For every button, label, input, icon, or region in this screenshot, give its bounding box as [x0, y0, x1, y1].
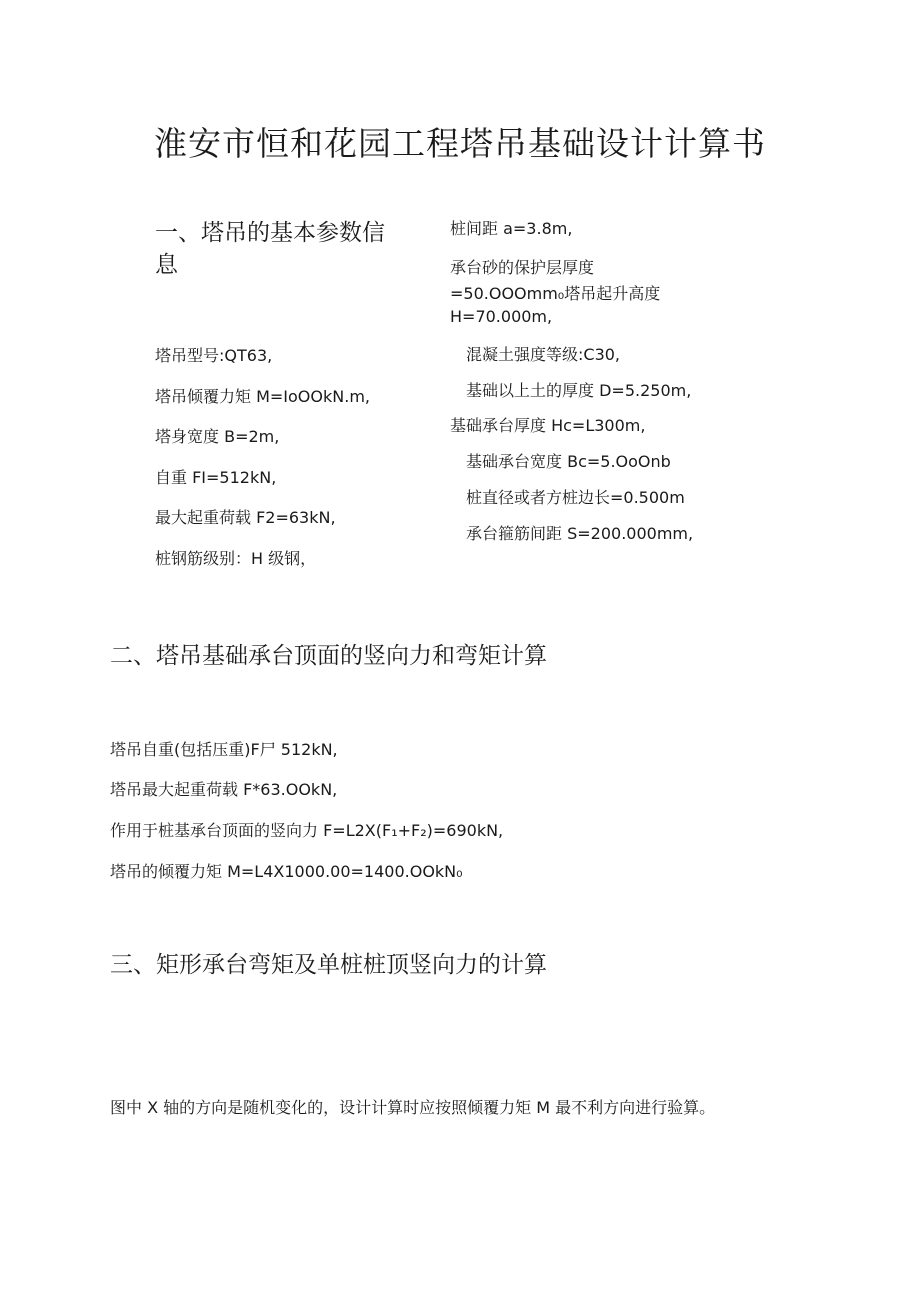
section1-heading-line1: 一、塔吊的基本参数信: [155, 220, 385, 246]
param-cover-value: =50.OOOmm₀塔吊起升高度: [450, 284, 661, 303]
calc-line-max-load: 塔吊最大起重荷载 F*63.OOkN,: [110, 780, 338, 799]
param-pile-diameter: 桩直径或者方桩边长=0.500m: [466, 488, 685, 507]
calc-line-self-weight: 塔吊自重(包括压重)F尸 512kN,: [110, 740, 338, 759]
param-stirrup-spacing: 承台箍筋间距 S=200.000mm,: [466, 524, 694, 543]
param-rebar-grade: 桩钢筋级别：H 级钢，: [155, 549, 317, 568]
param-soil-thickness: 基础以上土的厚度 D=5.250m,: [466, 381, 692, 400]
param-cover-label: 承台砂的保护层厚度: [450, 258, 595, 277]
calc-line-overturning-moment: 塔吊的倾覆力矩 M=L4X1000.00=1400.OOkN₀: [110, 862, 463, 881]
param-crane-model: 塔吊型号:QT63,: [155, 346, 273, 365]
section3-heading: 三、矩形承台弯矩及单桩桩顶竖向力的计算: [110, 952, 547, 978]
param-cap-thickness: 基础承台厚度 Hc=L300m,: [450, 416, 646, 435]
section1-heading-line2: 息: [155, 252, 178, 278]
calc-line-vertical-force: 作用于桩基承台顶面的竖向力 F=L2X(F₁+F₂)=690kN,: [110, 821, 504, 840]
section3-note: 图中 X 轴的方向是随机变化的，设计计算时应按照倾覆力矩 M 最不利方向进行验算。: [110, 1098, 716, 1117]
param-lift-height: H=70.000m,: [450, 307, 553, 326]
param-cap-width: 基础承台宽度 Bc=5.OoOnb: [466, 452, 671, 471]
param-self-weight: 自重 FI=512kN,: [155, 468, 277, 487]
param-concrete-grade: 混凝土强度等级:C30,: [466, 345, 621, 364]
param-overturning-moment: 塔吊倾覆力矩 M=IoOOkN.m,: [155, 387, 370, 406]
param-tower-width: 塔身宽度 B=2m,: [155, 427, 280, 446]
section2-heading: 二、塔吊基础承台顶面的竖向力和弯矩计算: [110, 643, 547, 669]
document-title: 淮安市恒和花园工程塔吊基础设计计算书: [154, 124, 766, 163]
param-pile-spacing: 桩间距 a=3.8m,: [450, 219, 573, 238]
param-max-load: 最大起重荷载 F2=63kN,: [155, 508, 336, 527]
